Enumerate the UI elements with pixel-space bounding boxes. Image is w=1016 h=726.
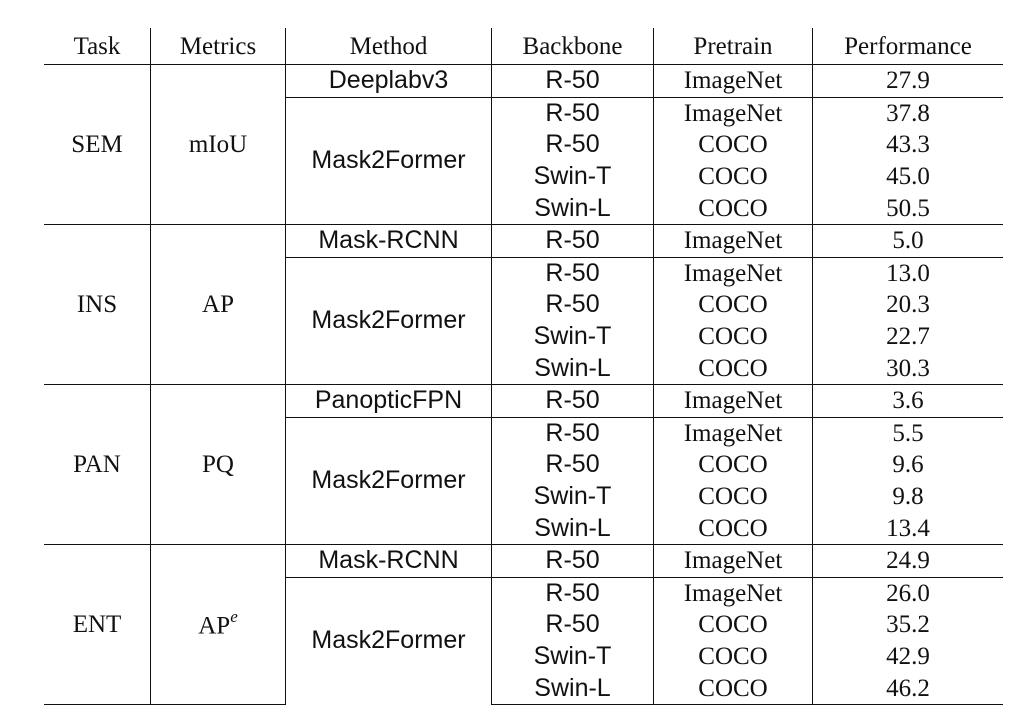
pretrain-cell bbox=[654, 97, 813, 129]
performance-cell-text: 43.3 bbox=[886, 131, 930, 159]
backbone-cell-text: R-50 bbox=[545, 610, 600, 639]
performance-cell-text: 9.8 bbox=[892, 483, 924, 511]
metric-cell-text: mIoU bbox=[188, 130, 248, 158]
metric-cell bbox=[151, 224, 286, 384]
backbone-cell bbox=[492, 289, 654, 321]
backbone-cell-text: R-50 bbox=[545, 130, 600, 159]
backbone-cell-text: Swin-L bbox=[534, 513, 611, 542]
header-performance: Performance bbox=[813, 28, 1004, 65]
pretrain-cell-text: ImageNet bbox=[683, 99, 783, 127]
method-cell-text: Mask-RCNN bbox=[318, 546, 459, 575]
performance-cell bbox=[813, 481, 1004, 513]
pretrain-cell-text: COCO bbox=[698, 451, 768, 479]
pretrain-cell bbox=[654, 544, 813, 577]
header-row bbox=[44, 28, 1003, 65]
method-cell-text: Mask2Former bbox=[311, 306, 466, 335]
metric-superscript: e bbox=[230, 607, 238, 627]
backbone-cell bbox=[492, 384, 654, 417]
table-row bbox=[44, 224, 1003, 257]
backbone-cell bbox=[492, 192, 654, 224]
performance-cell-text: 42.9 bbox=[886, 642, 930, 670]
header-metrics: Metrics bbox=[151, 28, 286, 65]
performance-cell bbox=[813, 417, 1004, 449]
pretrain-cell-text: ImageNet bbox=[683, 579, 783, 607]
method-cell bbox=[286, 257, 492, 384]
performance-cell-text: 3.6 bbox=[892, 387, 924, 415]
metric-cell-text: AP bbox=[202, 290, 234, 318]
metric-cell-text: PQ bbox=[202, 450, 234, 478]
backbone-cell-text: R-50 bbox=[545, 290, 600, 319]
performance-cell-text: 9.6 bbox=[892, 451, 924, 479]
pretrain-cell bbox=[654, 481, 813, 513]
pretrain-cell bbox=[654, 192, 813, 224]
backbone-cell bbox=[492, 257, 654, 289]
method-cell bbox=[286, 577, 492, 704]
method-cell-text: Deeplabv3 bbox=[328, 66, 449, 95]
backbone-cell-text: R-50 bbox=[545, 546, 600, 575]
pretrain-cell-text: COCO bbox=[698, 323, 768, 351]
performance-cell-text: 5.5 bbox=[892, 419, 924, 447]
pretrain-cell bbox=[654, 224, 813, 257]
header-backbone: Backbone bbox=[492, 28, 654, 65]
pretrain-cell bbox=[654, 65, 813, 98]
metric-cell bbox=[151, 544, 286, 704]
pretrain-cell bbox=[654, 577, 813, 609]
pretrain-cell bbox=[654, 129, 813, 161]
pretrain-cell-text: COCO bbox=[698, 354, 768, 382]
pretrain-cell-text: ImageNet bbox=[683, 227, 783, 255]
method-cell bbox=[286, 384, 492, 417]
backbone-cell-text: Swin-T bbox=[533, 482, 612, 511]
backbone-cell bbox=[492, 481, 654, 513]
backbone-cell-text: R-50 bbox=[545, 578, 600, 607]
performance-cell bbox=[813, 609, 1004, 641]
performance-cell-text: 30.3 bbox=[886, 354, 930, 382]
task-cell bbox=[44, 65, 151, 225]
method-cell bbox=[286, 224, 492, 257]
table-row bbox=[44, 384, 1003, 417]
backbone-cell bbox=[492, 161, 654, 193]
backbone-cell bbox=[492, 672, 654, 704]
task-cell bbox=[44, 544, 151, 704]
pretrain-cell bbox=[654, 609, 813, 641]
pretrain-cell bbox=[654, 449, 813, 481]
pretrain-cell-text: ImageNet bbox=[683, 67, 783, 95]
pretrain-cell bbox=[654, 257, 813, 289]
pretrain-cell-text: ImageNet bbox=[683, 387, 783, 415]
performance-cell-text: 27.9 bbox=[886, 67, 930, 95]
table-row bbox=[44, 65, 1003, 98]
performance-cell bbox=[813, 97, 1004, 129]
performance-cell-text: 24.9 bbox=[886, 547, 930, 575]
backbone-cell bbox=[492, 544, 654, 577]
pretrain-cell bbox=[654, 384, 813, 417]
performance-cell bbox=[813, 321, 1004, 353]
backbone-cell-text: Swin-T bbox=[533, 322, 612, 351]
performance-cell bbox=[813, 129, 1004, 161]
performance-cell-text: 26.0 bbox=[886, 579, 930, 607]
pretrain-cell-text: COCO bbox=[698, 163, 768, 191]
pretrain-cell-text: COCO bbox=[698, 131, 768, 159]
pretrain-cell bbox=[654, 672, 813, 704]
pretrain-cell-text: COCO bbox=[698, 642, 768, 670]
method-cell-text: Mask2Former bbox=[311, 466, 466, 495]
performance-cell-text: 35.2 bbox=[886, 611, 930, 639]
pretrain-cell-text: ImageNet bbox=[683, 419, 783, 447]
pretrain-cell-text: COCO bbox=[698, 514, 768, 542]
method-cell bbox=[286, 65, 492, 98]
performance-cell bbox=[813, 352, 1004, 384]
backbone-cell bbox=[492, 609, 654, 641]
backbone-cell bbox=[492, 65, 654, 98]
performance-cell bbox=[813, 577, 1004, 609]
performance-cell bbox=[813, 641, 1004, 673]
method-cell bbox=[286, 97, 492, 224]
method-cell-text: Mask-RCNN bbox=[318, 226, 459, 255]
performance-cell-text: 45.0 bbox=[886, 163, 930, 191]
performance-cell bbox=[813, 672, 1004, 704]
backbone-cell-text: R-50 bbox=[545, 386, 600, 415]
performance-cell bbox=[813, 192, 1004, 224]
performance-cell-text: 5.0 bbox=[892, 227, 924, 255]
backbone-cell bbox=[492, 224, 654, 257]
pretrain-cell-text: COCO bbox=[698, 483, 768, 511]
method-cell-text: Mask2Former bbox=[311, 146, 466, 175]
header-pretrain: Pretrain bbox=[654, 28, 813, 65]
backbone-cell-text: R-50 bbox=[545, 418, 600, 447]
backbone-cell bbox=[492, 352, 654, 384]
performance-cell bbox=[813, 257, 1004, 289]
pretrain-cell-text: COCO bbox=[698, 611, 768, 639]
backbone-cell-text: Swin-T bbox=[533, 641, 612, 670]
performance-cell-text: 50.5 bbox=[886, 194, 930, 222]
backbone-cell bbox=[492, 129, 654, 161]
backbone-cell-text: R-50 bbox=[545, 98, 600, 127]
performance-cell bbox=[813, 289, 1004, 321]
backbone-cell-text: R-50 bbox=[545, 226, 600, 255]
pretrain-cell-text: COCO bbox=[698, 194, 768, 222]
method-cell bbox=[286, 417, 492, 544]
task-cell bbox=[44, 224, 151, 384]
performance-cell-text: 13.0 bbox=[886, 259, 930, 287]
pretrain-cell bbox=[654, 352, 813, 384]
task-cell-text: SEM bbox=[71, 130, 123, 158]
performance-cell bbox=[813, 224, 1004, 257]
backbone-cell-text: R-50 bbox=[545, 450, 600, 479]
performance-cell bbox=[813, 512, 1004, 544]
metric-cell-text: AP bbox=[198, 612, 231, 640]
performance-cell-text: 20.3 bbox=[886, 291, 930, 319]
pretrain-cell bbox=[654, 161, 813, 193]
backbone-cell-text: Swin-L bbox=[534, 193, 611, 222]
method-cell bbox=[286, 544, 492, 577]
backbone-cell bbox=[492, 577, 654, 609]
pretrain-cell-text: COCO bbox=[698, 674, 768, 702]
pretrain-cell bbox=[654, 417, 813, 449]
backbone-cell bbox=[492, 449, 654, 481]
performance-cell bbox=[813, 544, 1004, 577]
performance-cell bbox=[813, 65, 1004, 98]
task-cell bbox=[44, 384, 151, 544]
pretrain-cell-text: COCO bbox=[698, 291, 768, 319]
performance-cell-text: 13.4 bbox=[886, 514, 930, 542]
backbone-cell-text: Swin-T bbox=[533, 162, 612, 191]
backbone-cell-text: Swin-L bbox=[534, 673, 611, 702]
header-method: Method bbox=[286, 28, 492, 65]
backbone-cell-text: R-50 bbox=[545, 258, 600, 287]
performance-cell bbox=[813, 449, 1004, 481]
backbone-cell-text: R-50 bbox=[545, 66, 600, 95]
pretrain-cell-text: ImageNet bbox=[683, 259, 783, 287]
performance-cell-text: 22.7 bbox=[886, 323, 930, 351]
backbone-cell bbox=[492, 97, 654, 129]
performance-cell-text: 46.2 bbox=[886, 674, 930, 702]
metric-cell bbox=[151, 65, 286, 225]
table-body bbox=[44, 65, 1003, 705]
backbone-cell-text: Swin-L bbox=[534, 353, 611, 382]
pretrain-cell bbox=[654, 641, 813, 673]
performance-cell-text: 37.8 bbox=[886, 99, 930, 127]
results-table bbox=[44, 28, 1003, 705]
header-task: Task bbox=[44, 28, 151, 65]
method-cell-text: Mask2Former bbox=[311, 626, 466, 655]
pretrain-cell-text: ImageNet bbox=[683, 547, 783, 575]
task-cell-text: PAN bbox=[73, 450, 121, 478]
task-cell-text: ENT bbox=[72, 610, 122, 638]
backbone-cell bbox=[492, 417, 654, 449]
pretrain-cell bbox=[654, 321, 813, 353]
backbone-cell bbox=[492, 512, 654, 544]
pretrain-cell bbox=[654, 512, 813, 544]
pretrain-cell bbox=[654, 289, 813, 321]
metric-cell bbox=[151, 384, 286, 544]
backbone-cell bbox=[492, 321, 654, 353]
table-row bbox=[44, 544, 1003, 577]
performance-cell bbox=[813, 384, 1004, 417]
backbone-cell bbox=[492, 641, 654, 673]
performance-cell bbox=[813, 161, 1004, 193]
method-cell-text: PanopticFPN bbox=[314, 386, 463, 415]
task-cell-text: INS bbox=[76, 290, 118, 318]
